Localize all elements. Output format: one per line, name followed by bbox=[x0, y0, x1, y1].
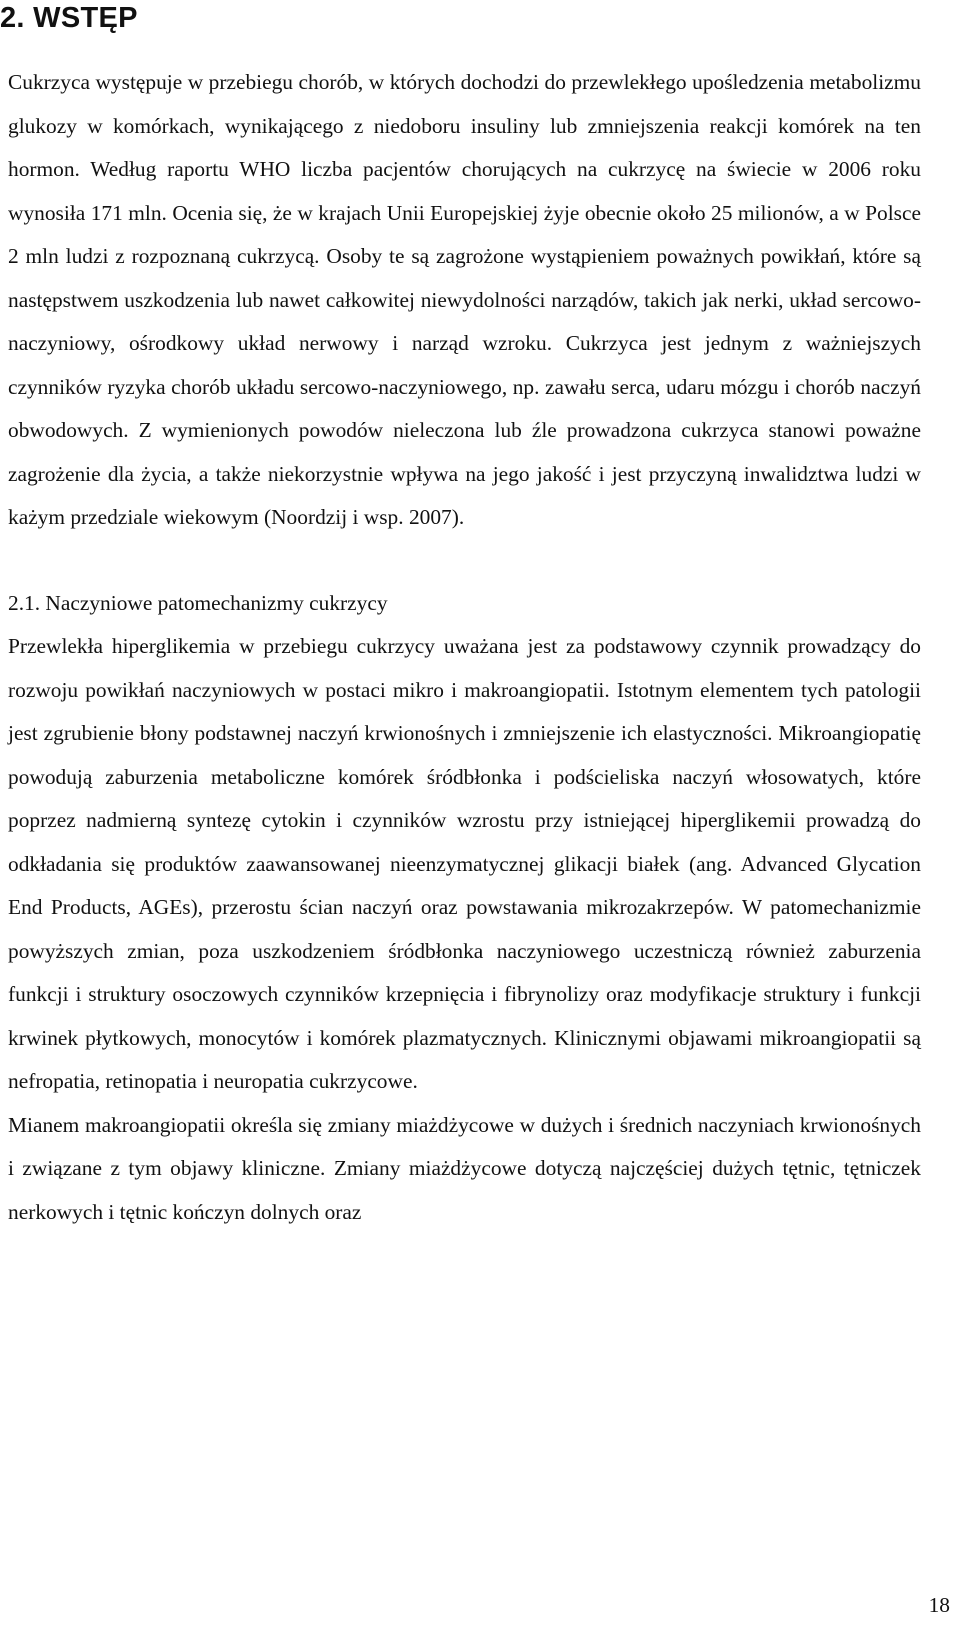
section-spacer bbox=[8, 540, 921, 582]
section-paragraph-2: Mianem makroangiopatii określa się zmiany miażdżycowe w dużych i średnich naczyniach krwionośnych i związane z tym objawy kliniczne. Zmiany miażdżycowe dotyczą najczęściej dużych tętnic, tętniczek nerkowych i tętnic kończyn dolnych oraz bbox=[8, 1112, 921, 1224]
chapter-title: WSTĘP bbox=[33, 2, 138, 34]
intro-paragraph: Cukrzyca występuje w przebiegu chorób, w których dochodzi do przewlekłego upośledzenia metabolizmu glukozy w komórkach, wynikającego z niedoboru insuliny lub zmniejszenia reakcji komórek na ten hormon. Według raportu WHO liczba pacjentów chorujących na cukrzycę na świecie w 2006 roku wynosiła 171 mln. Ocenia się, że w krajach Unii Europejskiej żyje obecnie około 25 milionów, a w Polsce 2 mln ludzi z rozpoznaną cukrzycą. Osoby te są zagrożone wystąpieniem poważnych powikłań, które są następstwem uszkodzenia lub nawet całkowitej niewydolności narządów, takich jak nerki, układ sercowo-naczyniowy, ośrodkowy układ nerwowy i narząd wzroku. Cukrzyca jest jednym z ważniejszych czynników ryzyka chorób układu sercowo-naczyniowego, np. zawału serca, udaru mózgu i chorób naczyń obwodowych. Z wymienionych powodów nieleczona lub źle prowadzona cukrzyca stanowi poważne zagrożenie dla życia, a także niekorzystnie wpływa na jego jakość i jest przyczyną inwalidztwa ludzi w każym przedziale wiekowym (Noordzij i wsp. 2007). bbox=[8, 70, 921, 529]
page-number: 18 bbox=[928, 1593, 950, 1617]
section-paragraph-1: Przewlekła hiperglikemia w przebiegu cukrzycy uważana jest za podstawowy czynnik prowadzący do rozwoju powikłań naczyniowych w postaci mikro i makroangiopatii. Istotnym elementem tych patologii jest zgrubienie błony podstawnej naczyń krwionośnych i zmniejszenie ich elastyczności. Mikroangiopatię powodują zaburzenia metaboliczne komórek śródbłonka i podścieliska naczyń włosowatych, które poprzez nadmierną syntezę cytokin i czynników wzrostu przy istniejącej hiperglikemii prowadzą do odkładania się produktów zaawansowanej nieenzymatycznej glikacji białek (ang. Advanced Glycation End Products, AGEs), przerostu ścian naczyń oraz powstawania mikrozakrzepów. W patomechanizmie powyższych zmian, poza uszkodzeniem śródbłonka naczyniowego uczestniczą również zaburzenia funkcji i struktury osoczowych czynników krzepnięcia i fibrynolizy oraz modyfikacje struktury i funkcji krwinek płytkowych, monocytów i komórek plazmatycznych. Klinicznymi objawami mikroangiopatii są nefropatia, retinopatia i neuropatia cukrzycowe. bbox=[8, 634, 921, 1093]
chapter-heading bbox=[0, 0, 138, 36]
section-heading: 2.1. Naczyniowe patomechanizmy cukrzycy bbox=[8, 590, 388, 615]
document-body bbox=[8, 61, 921, 1234]
chapter-number: 2. bbox=[0, 2, 25, 34]
